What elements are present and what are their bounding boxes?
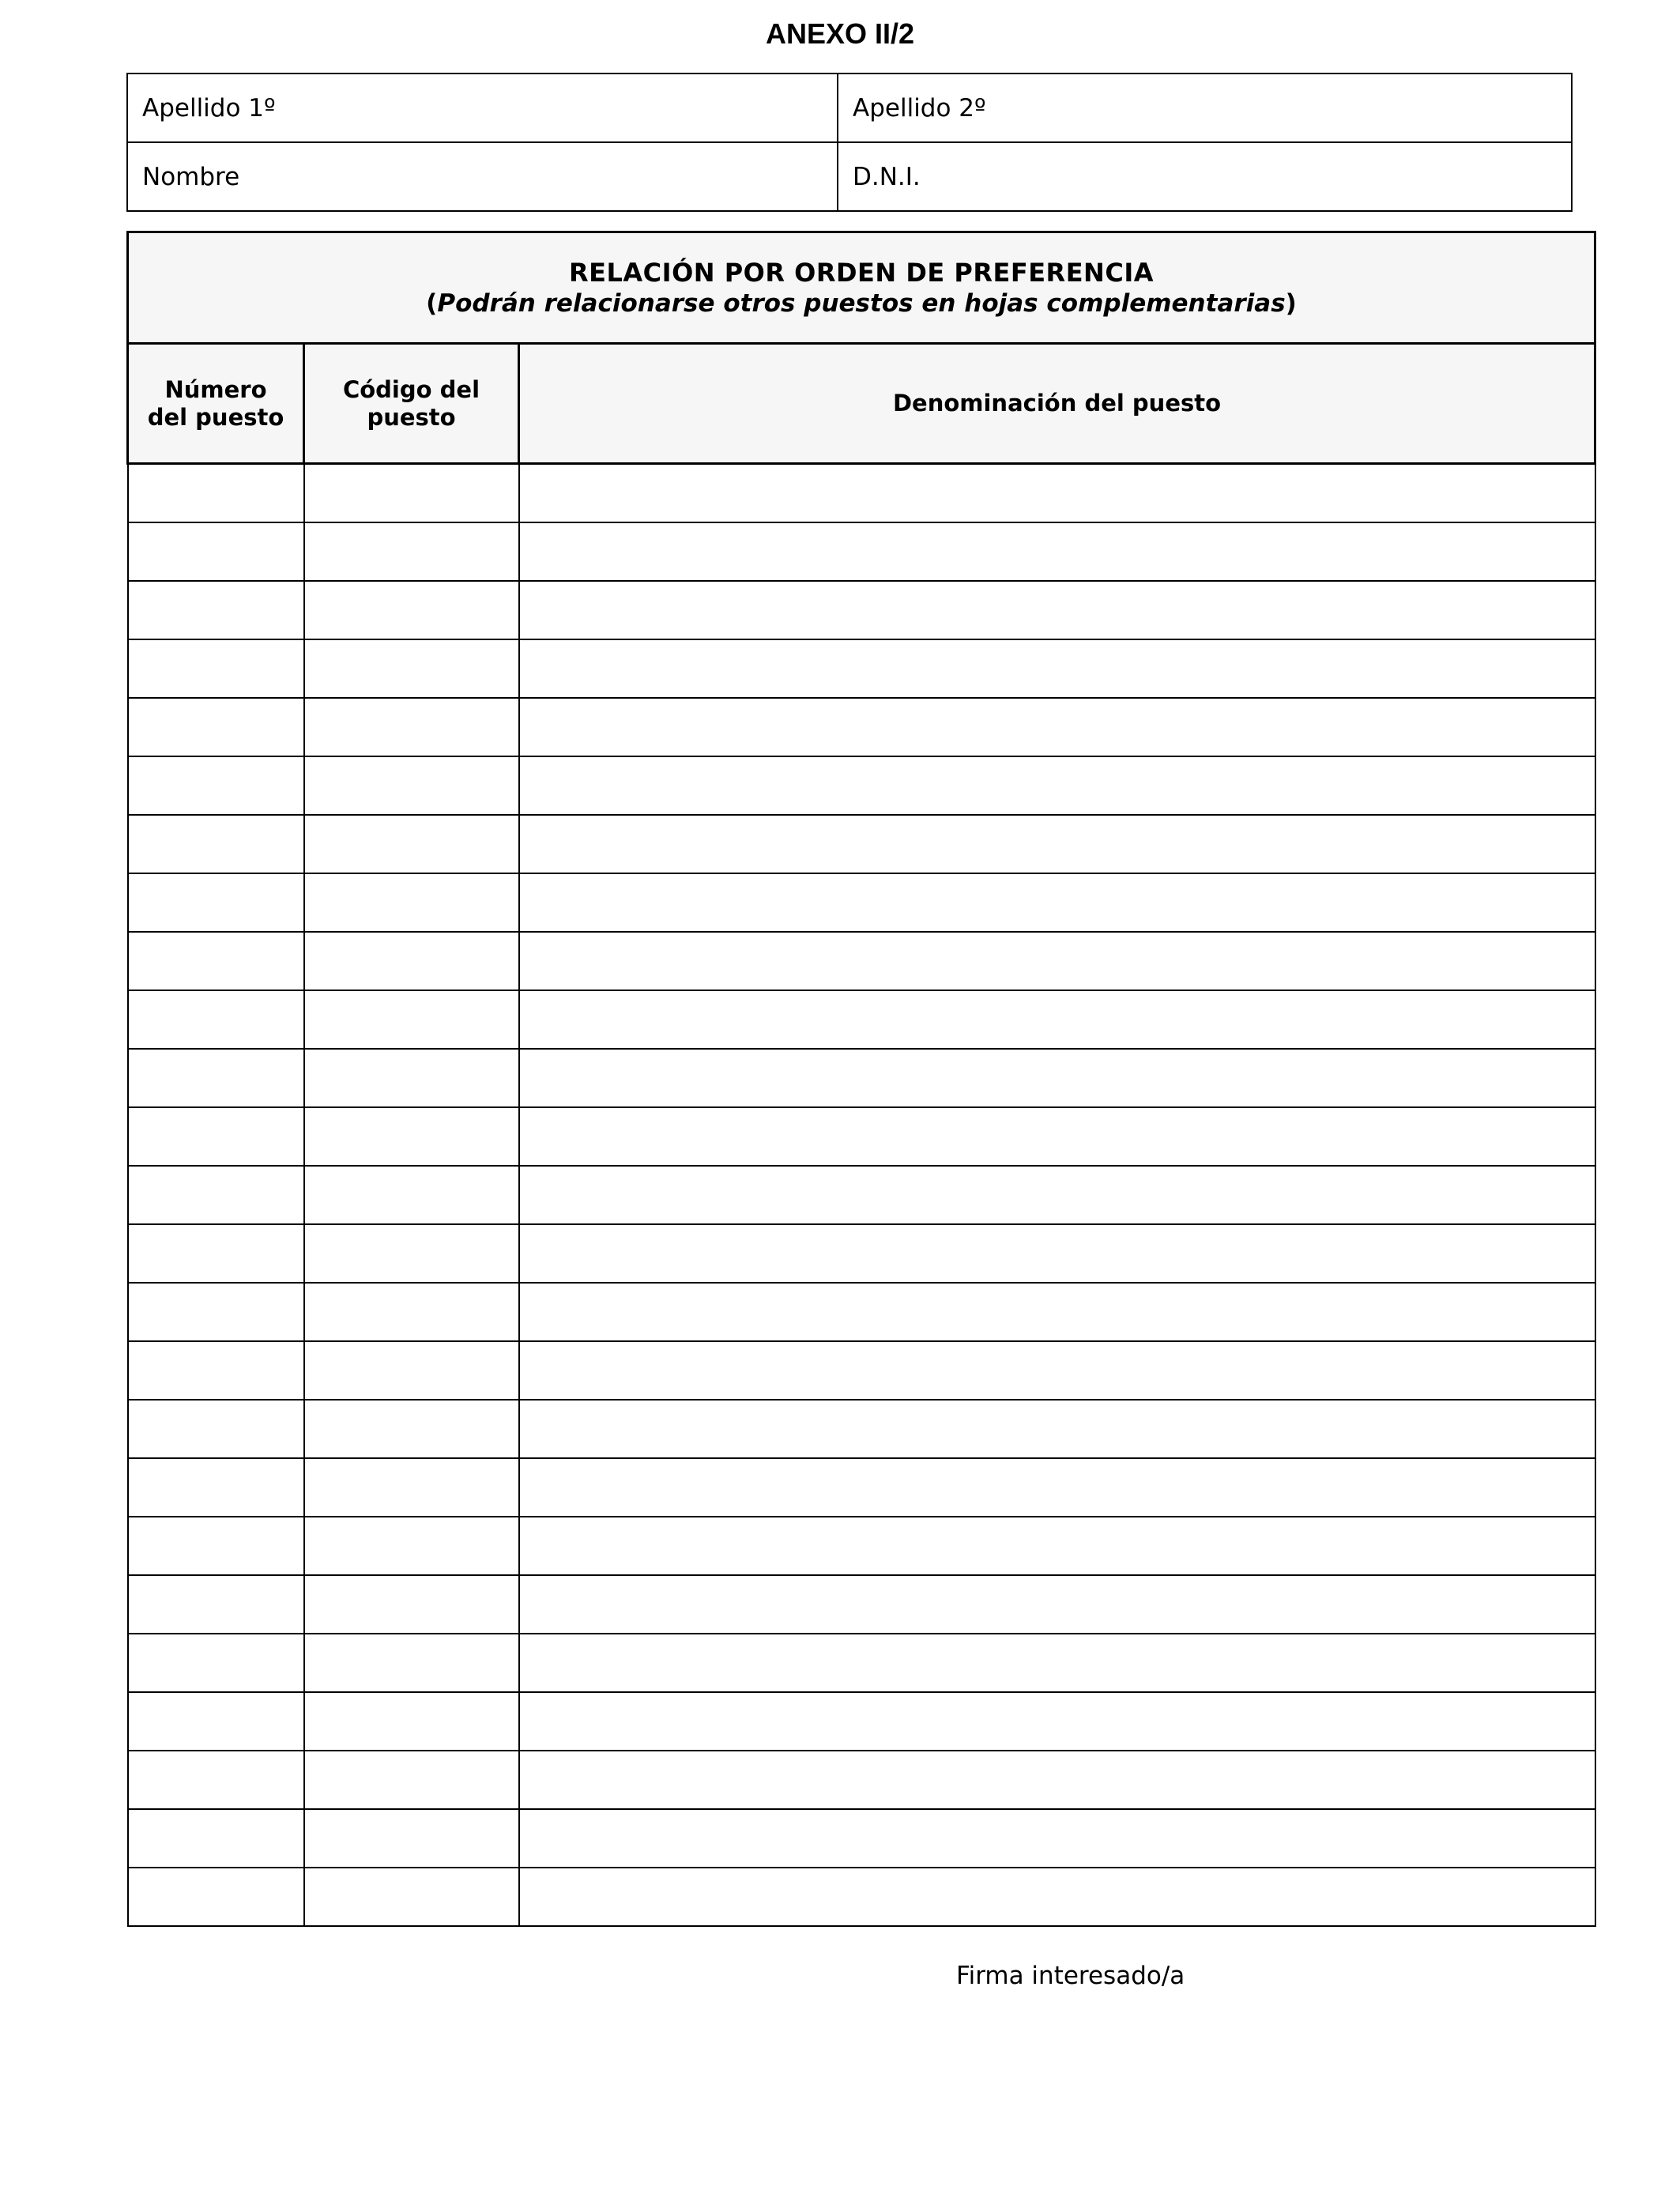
denominacion-cell[interactable] xyxy=(519,932,1595,990)
codigo-cell[interactable] xyxy=(304,1458,519,1517)
denominacion-cell[interactable] xyxy=(519,639,1595,698)
table-row xyxy=(128,1751,1595,1809)
denominacion-cell[interactable] xyxy=(519,581,1595,639)
numero-cell[interactable] xyxy=(128,1107,304,1166)
table-row xyxy=(128,522,1595,581)
denominacion-cell[interactable] xyxy=(519,1049,1595,1107)
numero-cell[interactable] xyxy=(128,990,304,1049)
table-row xyxy=(128,1107,1595,1166)
numero-cell[interactable] xyxy=(128,815,304,873)
denominacion-cell[interactable] xyxy=(519,464,1595,522)
table-row xyxy=(128,1224,1595,1283)
codigo-cell[interactable] xyxy=(304,990,519,1049)
numero-cell[interactable] xyxy=(128,1751,304,1809)
codigo-cell[interactable] xyxy=(304,581,519,639)
preference-rows xyxy=(128,464,1595,1926)
codigo-cell[interactable] xyxy=(304,1400,519,1458)
personal-data-table xyxy=(126,73,1573,212)
table-row xyxy=(128,1692,1595,1751)
denominacion-cell[interactable] xyxy=(519,1107,1595,1166)
numero-cell[interactable] xyxy=(128,1283,304,1341)
table-row xyxy=(128,1458,1595,1517)
table-row xyxy=(128,1634,1595,1692)
denominacion-cell[interactable] xyxy=(519,1400,1595,1458)
table-row xyxy=(128,1166,1595,1224)
table-row xyxy=(128,815,1595,873)
table-row xyxy=(128,1049,1595,1107)
denominacion-cell[interactable] xyxy=(519,1692,1595,1751)
denominacion-cell[interactable] xyxy=(519,1751,1595,1809)
codigo-cell[interactable] xyxy=(304,1809,519,1868)
table-row xyxy=(128,1283,1595,1341)
denominacion-cell[interactable] xyxy=(519,1634,1595,1692)
codigo-cell[interactable] xyxy=(304,1049,519,1107)
codigo-cell[interactable] xyxy=(304,873,519,932)
codigo-cell[interactable] xyxy=(304,464,519,522)
numero-cell[interactable] xyxy=(128,522,304,581)
denominacion-cell[interactable] xyxy=(519,815,1595,873)
signature-label: Firma interesado/a xyxy=(956,1962,1185,1990)
numero-cell[interactable] xyxy=(128,1166,304,1224)
apellido2-field[interactable]: Apellido 2º xyxy=(838,74,1572,142)
numero-cell[interactable] xyxy=(128,1692,304,1751)
codigo-cell[interactable] xyxy=(304,815,519,873)
denominacion-cell[interactable] xyxy=(519,1283,1595,1341)
column-header-denominacion: Denominación del puesto xyxy=(519,344,1595,464)
numero-cell[interactable] xyxy=(128,639,304,698)
codigo-cell[interactable] xyxy=(304,1517,519,1575)
codigo-cell[interactable] xyxy=(304,1751,519,1809)
denominacion-cell[interactable] xyxy=(519,1458,1595,1517)
codigo-cell[interactable] xyxy=(304,1575,519,1634)
numero-cell[interactable] xyxy=(128,1458,304,1517)
codigo-cell[interactable] xyxy=(304,1868,519,1926)
denominacion-cell[interactable] xyxy=(519,1868,1595,1926)
codigo-cell[interactable] xyxy=(304,639,519,698)
table-row xyxy=(128,932,1595,990)
table-row xyxy=(128,1517,1595,1575)
table-row xyxy=(128,581,1595,639)
numero-cell[interactable] xyxy=(128,1049,304,1107)
denominacion-cell[interactable] xyxy=(519,1517,1595,1575)
codigo-cell[interactable] xyxy=(304,522,519,581)
numero-cell[interactable] xyxy=(128,1809,304,1868)
numero-cell[interactable] xyxy=(128,1224,304,1283)
preference-title: RELACIÓN POR ORDEN DE PREFERENCIA xyxy=(569,258,1154,288)
codigo-cell[interactable] xyxy=(304,1283,519,1341)
preference-subtitle: (Podrán relacionarse otros puestos en hojas complementarias) xyxy=(426,289,1297,318)
denominacion-cell[interactable] xyxy=(519,698,1595,756)
codigo-cell[interactable] xyxy=(304,1341,519,1400)
codigo-cell[interactable] xyxy=(304,932,519,990)
table-row xyxy=(128,1575,1595,1634)
numero-cell[interactable] xyxy=(128,873,304,932)
column-header-codigo: Código del puesto xyxy=(304,344,519,464)
numero-cell[interactable] xyxy=(128,1868,304,1926)
table-row xyxy=(128,873,1595,932)
codigo-cell[interactable] xyxy=(304,756,519,815)
dni-field[interactable]: D.N.I. xyxy=(838,142,1572,211)
preference-banner xyxy=(128,232,1595,344)
numero-cell[interactable] xyxy=(128,1634,304,1692)
numero-cell[interactable] xyxy=(128,1341,304,1400)
table-row xyxy=(128,1400,1595,1458)
column-header-numero: Número del puesto xyxy=(128,344,304,464)
codigo-cell[interactable] xyxy=(304,1107,519,1166)
table-row xyxy=(128,1868,1595,1926)
preference-subtitle-text: Podrán relacionarse otros puestos en hojas complementarias xyxy=(437,289,1286,318)
denominacion-cell[interactable] xyxy=(519,522,1595,581)
numero-cell[interactable] xyxy=(128,932,304,990)
numero-cell[interactable] xyxy=(128,698,304,756)
apellido1-field[interactable]: Apellido 1º xyxy=(127,74,838,142)
codigo-cell[interactable] xyxy=(304,698,519,756)
table-row xyxy=(128,990,1595,1049)
denominacion-cell[interactable] xyxy=(519,756,1595,815)
table-row xyxy=(128,698,1595,756)
denominacion-cell[interactable] xyxy=(519,1575,1595,1634)
numero-cell[interactable] xyxy=(128,581,304,639)
denominacion-cell[interactable] xyxy=(519,873,1595,932)
denominacion-cell[interactable] xyxy=(519,990,1595,1049)
table-row xyxy=(128,464,1595,522)
codigo-cell[interactable] xyxy=(304,1224,519,1283)
numero-cell[interactable] xyxy=(128,756,304,815)
numero-cell[interactable] xyxy=(128,1575,304,1634)
page-title: ANEXO II/2 xyxy=(765,17,915,50)
table-row xyxy=(128,1809,1595,1868)
table-row xyxy=(128,639,1595,698)
denominacion-cell[interactable] xyxy=(519,1809,1595,1868)
table-row xyxy=(128,756,1595,815)
nombre-field[interactable]: Nombre xyxy=(127,142,838,211)
numero-cell[interactable] xyxy=(128,1517,304,1575)
denominacion-cell[interactable] xyxy=(519,1224,1595,1283)
denominacion-cell[interactable] xyxy=(519,1341,1595,1400)
codigo-cell[interactable] xyxy=(304,1634,519,1692)
denominacion-cell[interactable] xyxy=(519,1166,1595,1224)
numero-cell[interactable] xyxy=(128,1400,304,1458)
codigo-cell[interactable] xyxy=(304,1692,519,1751)
codigo-cell[interactable] xyxy=(304,1166,519,1224)
preference-table xyxy=(126,231,1596,1927)
table-row xyxy=(128,1341,1595,1400)
numero-cell[interactable] xyxy=(128,464,304,522)
